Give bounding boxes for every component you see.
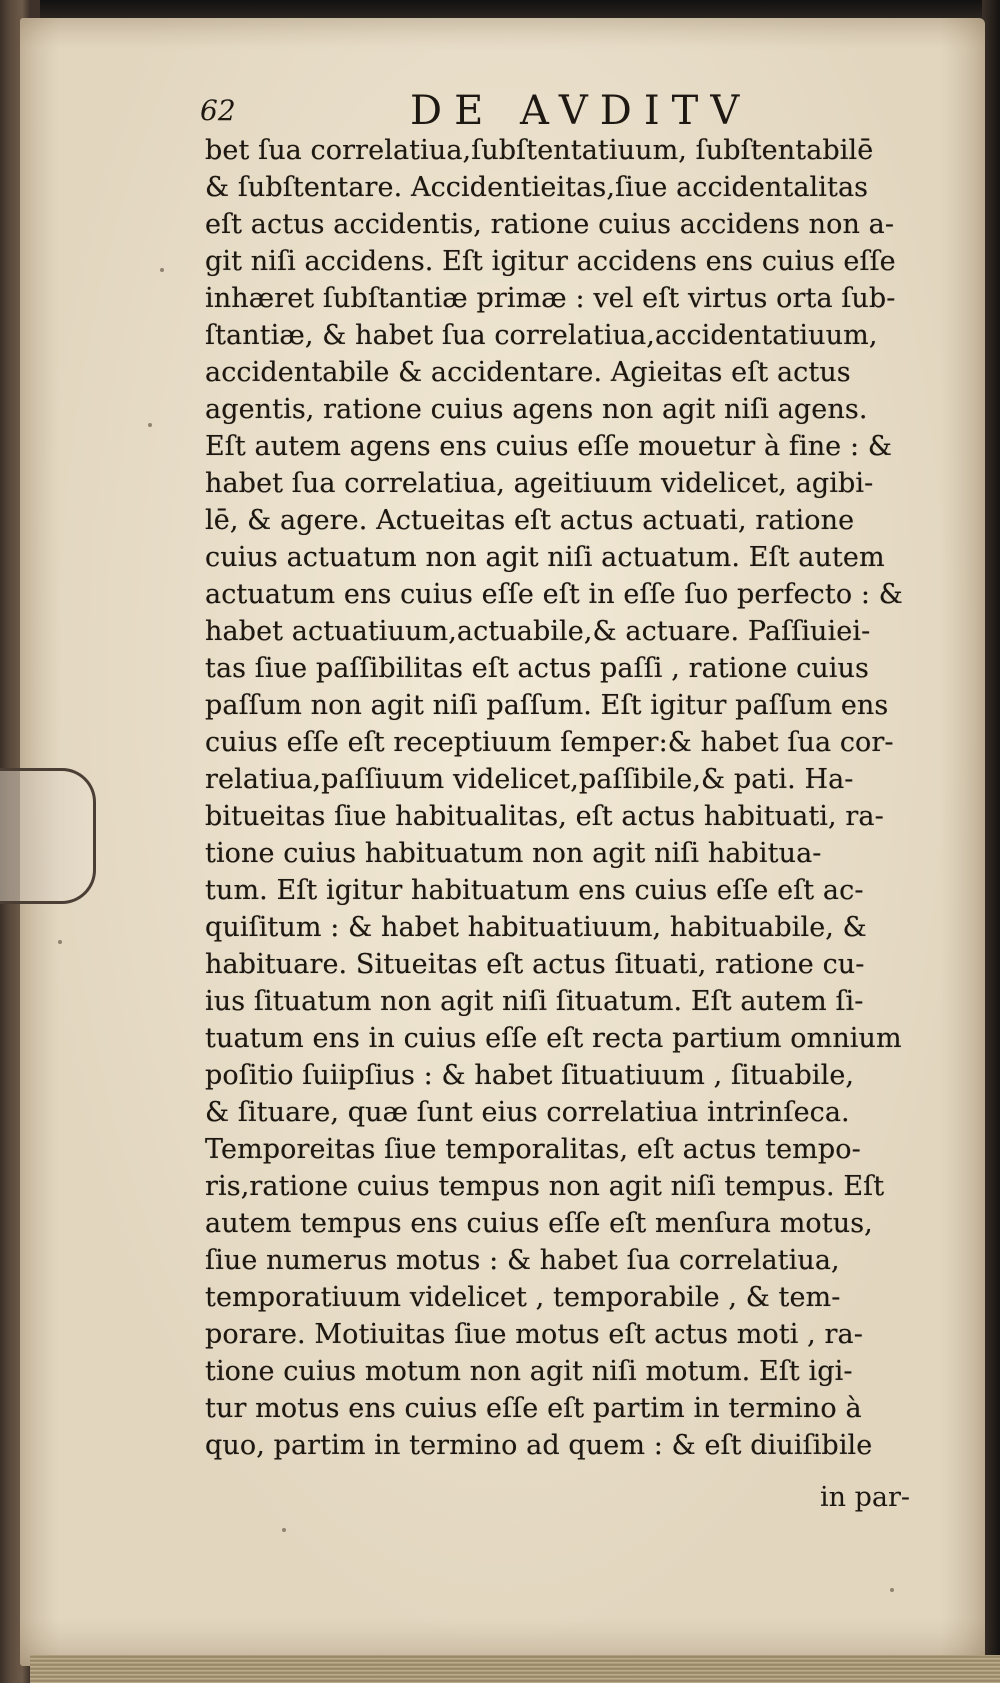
page-number: 62: [200, 94, 236, 127]
text-line: porare. Motiuitas ſiue motus eſt actus moti , ra-: [205, 1319, 863, 1350]
text-line: agentis, ratione cuius agens non agit niſi agens.: [205, 394, 868, 425]
text-line: actuatum ens cuius eſſe eſt in eſſe ſuo perfecto : &: [205, 579, 903, 610]
text-line: poſitio ſuiipſius : & habet ſituatiuum , ſituabile,: [205, 1060, 855, 1091]
text-line: tuatum ens in cuius eſſe eſt recta partium omnium: [205, 1023, 902, 1054]
text-line: lē, & agere. Actueitas eſt actus actuati, ratione: [205, 505, 855, 536]
paper-speck: [160, 268, 164, 272]
running-head: DE AVDITV: [410, 88, 752, 134]
text-line: temporatiuum videlicet , temporabile , & tem-: [205, 1282, 841, 1313]
bookmark-clip: [0, 768, 96, 904]
text-line: habet actuatiuum,actuabile,& actuare. Paſſiuiei-: [205, 616, 871, 647]
text-line: bet ſua correlatiua,ſubſtentatiuum, ſubſtentabilē: [205, 135, 874, 166]
text-line: cuius eſſe eſt receptiuum ſemper:& habet ſua cor-: [205, 727, 894, 758]
text-line: ſiue numerus motus : & habet ſua correlatiua,: [205, 1245, 840, 1276]
text-line: tas ſiue paſſibilitas eſt actus paſſi , ratione cuius: [205, 653, 869, 684]
text-line: tur motus ens cuius eſſe eſt partim in termino à: [205, 1393, 862, 1424]
text-line: accidentabile & accidentare. Agieitas eſt actus: [205, 357, 851, 388]
text-line: & ſituare, quæ ſunt eius correlatiua intrinſeca.: [205, 1097, 850, 1128]
text-line: eſt actus accidentis, ratione cuius accidens non a-: [205, 209, 895, 240]
text-line: habet ſua correlatiua, ageitiuum videlicet, agibi-: [205, 468, 874, 499]
text-line: tione cuius motum non agit niſi motum. Eſt igi-: [205, 1356, 853, 1387]
text-line: bitueitas ſiue habitualitas, eſt actus habituati, ra-: [205, 801, 884, 832]
scan-top-shadow: [40, 0, 1000, 18]
text-line: ſtantiæ, & habet ſua correlatiua,accidentatiuum,: [205, 320, 878, 351]
text-line: cuius actuatum non agit niſi actuatum. Eſt autem: [205, 542, 885, 573]
text-line: quo, partim in termino ad quem : & eſt diuiſibile: [205, 1430, 873, 1461]
paper-speck: [282, 1528, 286, 1532]
paper-speck: [148, 423, 152, 427]
page-header: [200, 88, 920, 138]
text-line: tum. Eſt igitur habituatum ens cuius eſſe eſt ac-: [205, 875, 864, 906]
text-line: paſſum non agit niſi paſſum. Eſt igitur paſſum ens: [205, 690, 889, 721]
paper-speck: [890, 1588, 894, 1592]
text-line: git niſi accidens. Eſt igitur accidens ens cuius eſſe: [205, 246, 896, 277]
page-edges: [30, 1655, 1000, 1683]
text-line: habituare. Situeitas eſt actus ſituati, ratione cu-: [205, 949, 865, 980]
text-line: relatiua,paſſiuum videlicet,paſſibile,& pati. Ha-: [205, 764, 854, 795]
paper-speck: [58, 940, 62, 944]
catchword: in par-: [820, 1482, 911, 1513]
text-line: Temporeitas ſiue temporalitas, eſt actus tempo-: [205, 1134, 861, 1165]
text-line: Eſt autem agens ens cuius eſſe mouetur à fine : &: [205, 431, 892, 462]
text-line: tione cuius habituatum non agit niſi habitua-: [205, 838, 822, 869]
text-line: inhæret ſubſtantiæ primæ : vel eſt virtus orta ſub-: [205, 283, 896, 314]
text-line: & ſubſtentare. Accidentieitas,ſiue accidentalitas: [205, 172, 869, 203]
text-line: ius ſituatum non agit niſi ſituatum. Eſt autem ſi-: [205, 986, 864, 1017]
text-line: ris,ratione cuius tempus non agit niſi tempus. Eſt: [205, 1171, 885, 1202]
body-text: [205, 132, 930, 1464]
text-line: autem tempus ens cuius eſſe eſt menſura motus,: [205, 1208, 873, 1239]
text-line: quiſitum : & habet habituatiuum, habituabile, &: [205, 912, 867, 943]
